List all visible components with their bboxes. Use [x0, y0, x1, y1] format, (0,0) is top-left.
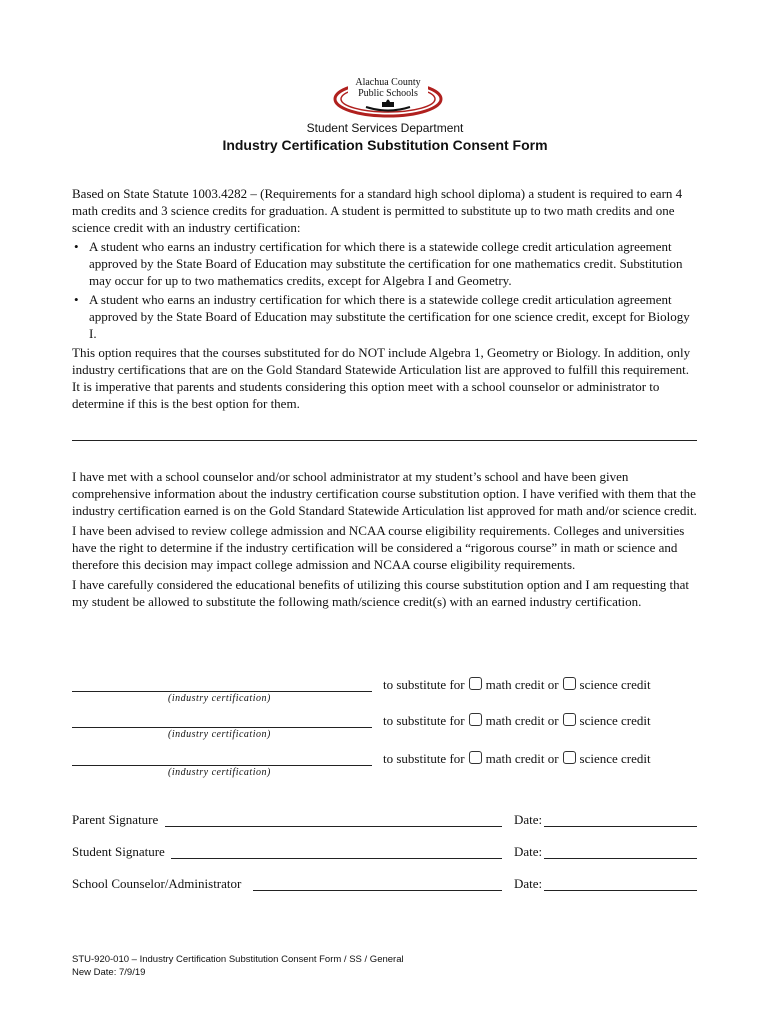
- list-item: [72, 238, 697, 289]
- science-credit-checkbox-2[interactable]: [563, 713, 576, 726]
- eligibility-list: [72, 238, 697, 342]
- bullet-text: A student who earns an industry certification for which there is a statewide college credit articulation agreement approved by the State Board of Education may substitute the certification for one mathematics credit. Substitution may occur for up to two mathematics credits, except for Algebra I and Geometry.: [89, 239, 683, 288]
- form-date: New Date: 7/9/19: [72, 967, 146, 978]
- parent-signature-row: [72, 812, 697, 832]
- counselor-signature-field[interactable]: [253, 890, 502, 891]
- certification-input-3[interactable]: [72, 765, 372, 766]
- district-logo: [330, 74, 446, 120]
- substitute-label: to substitute for: [383, 677, 465, 692]
- science-credit-label: science credit: [579, 713, 651, 728]
- certification-row: [72, 710, 697, 750]
- certification-caption: (industry certification): [168, 693, 271, 704]
- science-credit-checkbox-1[interactable]: [563, 677, 576, 690]
- math-credit-checkbox-1[interactable]: [469, 677, 482, 690]
- form-id: STU-920-010 – Industry Certification Substitution Consent Form / SS / General: [72, 954, 404, 965]
- counselor-date-field[interactable]: [544, 890, 697, 891]
- math-credit-label: math credit or: [485, 751, 559, 766]
- form-title: Industry Certification Substitution Consent Form: [222, 137, 548, 153]
- substitution-options: [383, 713, 651, 729]
- counselor-signature-row: [72, 876, 697, 896]
- bullet-icon: •: [74, 239, 79, 254]
- parent-date-field[interactable]: [544, 826, 697, 827]
- bullet-text: A student who earns an industry certification for which there is a statewide college credit articulation agreement approved by the State Board of Education may substitute the certification for one science credit, except for Biology I.: [89, 292, 690, 341]
- certification-row: [72, 674, 697, 714]
- date-label: Date:: [514, 844, 543, 859]
- form-footer: [72, 953, 404, 979]
- certification-caption: (industry certification): [168, 767, 271, 778]
- date-label: Date:: [514, 812, 543, 827]
- logo-text-line1: Alachua County: [355, 77, 421, 88]
- date-label: Date:: [514, 876, 543, 891]
- parent-signature-field[interactable]: [165, 826, 502, 827]
- substitution-options: [383, 677, 651, 693]
- consent-paragraph: I have been advised to review college admission and NCAA course eligibility requirements. Colleges and universities have the right to determine if the industry certification will be considered a “rigorous course” in math or science and therefore this decision may impact college admission and NCAA course eligibility requirements.: [72, 523, 685, 572]
- science-credit-label: science credit: [579, 751, 651, 766]
- consent-paragraph: I have carefully considered the educational benefits of utilizing this course substitution option and I am requesting that my student be allowed to substitute the following math/science credit(s) with an earned industry certification.: [72, 577, 689, 609]
- student-date-field[interactable]: [544, 858, 697, 859]
- certification-input-1[interactable]: [72, 691, 372, 692]
- science-credit-checkbox-3[interactable]: [563, 751, 576, 764]
- math-credit-checkbox-2[interactable]: [469, 713, 482, 726]
- bullet-icon: •: [74, 292, 79, 307]
- counselor-signature-label: School Counselor/Administrator: [72, 876, 242, 891]
- certification-caption: (industry certification): [168, 729, 271, 740]
- certification-input-2[interactable]: [72, 727, 372, 728]
- math-credit-checkbox-3[interactable]: [469, 751, 482, 764]
- logo-text-line2: Public Schools: [358, 88, 418, 99]
- section-divider: [72, 440, 697, 441]
- certification-row: [72, 748, 697, 788]
- student-signature-field[interactable]: [171, 858, 502, 859]
- substitution-options: [383, 751, 651, 767]
- student-signature-label: Student Signature: [72, 844, 165, 859]
- intro-section: [72, 185, 697, 412]
- intro-closing: This option requires that the courses substituted for do NOT include Algebra 1, Geometry or Biology. In addition, only industry certifications that are on the Gold Standard Statewide Articulation list are approved to fulfill this requirement. It is imperative that parents and students considering this option meet with a school counselor or administrator to determine if this is the best option for them.: [72, 345, 691, 411]
- substitute-label: to substitute for: [383, 751, 465, 766]
- parent-signature-label: Parent Signature: [72, 812, 159, 827]
- science-credit-label: science credit: [579, 677, 651, 692]
- intro-paragraph: Based on State Statute 1003.4282 – (Requirements for a standard high school diploma) a student is required to earn 4 math credits and 3 science credits for graduation. A student is permitted to substitute up to two math credits and one science credit with an industry certification:: [72, 186, 683, 235]
- substitute-label: to substitute for: [383, 713, 465, 728]
- math-credit-label: math credit or: [485, 713, 559, 728]
- department-name: Student Services Department: [306, 121, 464, 135]
- math-credit-label: math credit or: [485, 677, 559, 692]
- consent-paragraph: I have met with a school counselor and/or school administrator at my student’s school and have been given comprehensive information about the industry certification course substitution option. I have verified with them that the industry certification earned is on the Gold Standard Statewide Articulation list approved for math and/or science credit.: [72, 469, 697, 518]
- student-signature-row: [72, 844, 697, 864]
- list-item: [72, 291, 697, 342]
- consent-section: [72, 468, 697, 613]
